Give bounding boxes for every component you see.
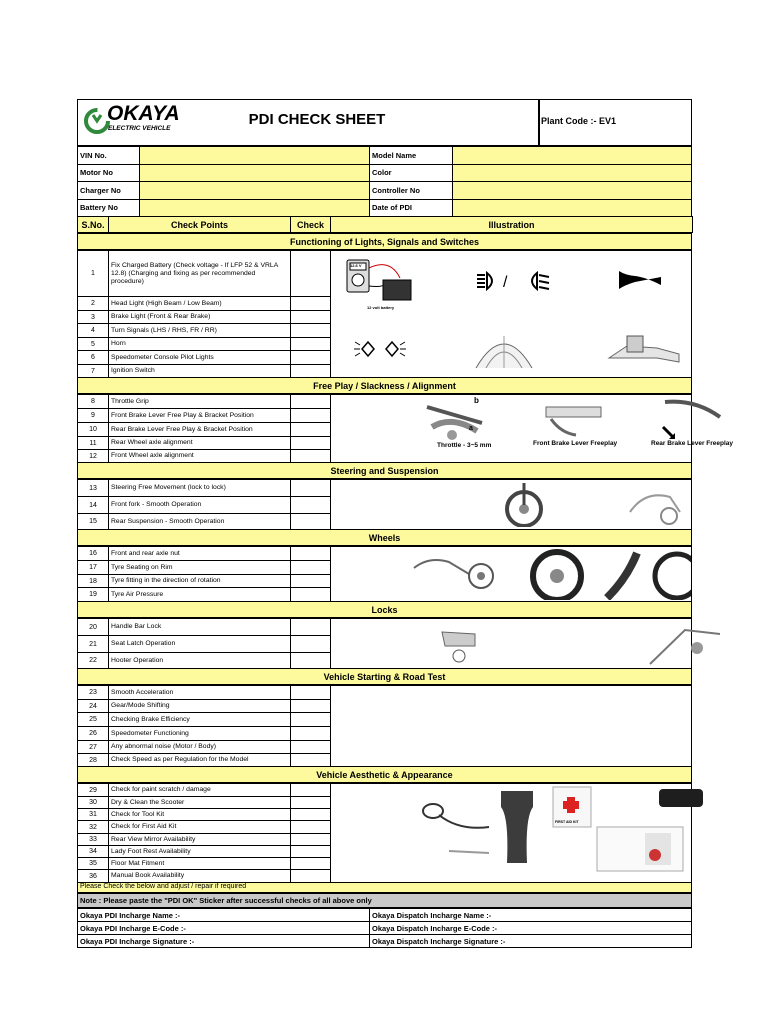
check-point: Check for Tool Kit bbox=[108, 808, 291, 821]
item-number: 35 bbox=[77, 857, 109, 870]
item-number: 31 bbox=[77, 808, 109, 821]
check-point: Tyre Seating on Rim bbox=[108, 560, 291, 575]
item-number: 27 bbox=[77, 740, 109, 754]
section-header: Free Play / Slackness / Alignment bbox=[77, 377, 692, 394]
logo-text: OKAYA bbox=[107, 102, 180, 124]
pdi-incharge-field[interactable]: Okaya PDI Incharge E-Code :- bbox=[77, 921, 370, 935]
item-number: 5 bbox=[77, 337, 109, 351]
column-header: S.No. bbox=[77, 216, 109, 233]
info-input[interactable] bbox=[452, 146, 692, 165]
check-cell[interactable] bbox=[290, 618, 331, 636]
check-point: Manual Book Availability bbox=[108, 869, 291, 883]
rear-suspension-illustration bbox=[625, 482, 685, 531]
check-point: Check for First Aid Kit bbox=[108, 820, 291, 834]
item-number: 15 bbox=[77, 513, 109, 530]
check-cell[interactable] bbox=[290, 546, 331, 561]
check-cell[interactable] bbox=[290, 479, 331, 497]
column-header: Check Points bbox=[108, 216, 291, 233]
check-point: Tyre fitting in the direction of rotation bbox=[108, 574, 291, 588]
item-number: 25 bbox=[77, 712, 109, 727]
check-point: Handle Bar Lock bbox=[108, 618, 291, 636]
adjust-note: Please Check the below and adjust / repair if required bbox=[77, 882, 692, 893]
check-cell[interactable] bbox=[290, 783, 331, 797]
check-point: Check Speed as per Regulation for the Model bbox=[108, 753, 291, 767]
info-label: Model Name bbox=[369, 146, 453, 165]
front-wheel-illustration bbox=[499, 481, 549, 532]
manual-book-illustration bbox=[595, 825, 687, 878]
check-point: Speedometer Functioning bbox=[108, 726, 291, 741]
check-point: Turn Signals (LHS / RHS, FR / RR) bbox=[108, 323, 291, 338]
check-point: Rear Brake Lever Free Play & Bracket Position bbox=[108, 422, 291, 437]
pdi-incharge-field[interactable]: Okaya PDI Incharge Signature :- bbox=[77, 934, 370, 948]
check-point: Seat Latch Operation bbox=[108, 635, 291, 653]
label-b: b bbox=[474, 396, 479, 405]
tyre-direction-illustration bbox=[597, 548, 647, 605]
info-label: Controller No bbox=[369, 181, 453, 200]
item-number: 17 bbox=[77, 560, 109, 575]
page-title: PDI CHECK SHEET bbox=[248, 111, 386, 128]
svg-text:/: / bbox=[503, 274, 508, 291]
check-point: Checking Brake Efficiency bbox=[108, 712, 291, 727]
info-input[interactable] bbox=[139, 146, 370, 165]
check-cell[interactable] bbox=[290, 753, 331, 767]
ignition-switch-illustration bbox=[607, 328, 682, 373]
illustration-area bbox=[330, 685, 692, 767]
column-header: Illustration bbox=[330, 216, 693, 233]
check-point: Throttle Grip bbox=[108, 394, 291, 409]
item-number: 1 bbox=[77, 250, 109, 297]
check-cell[interactable] bbox=[290, 337, 331, 351]
front-brake-caption: Front Brake Lever Freeplay bbox=[533, 440, 618, 447]
check-cell[interactable] bbox=[290, 652, 331, 669]
dispatch-incharge-field[interactable]: Okaya Dispatch Incharge E-Code :- bbox=[369, 921, 692, 935]
item-number: 21 bbox=[77, 635, 109, 653]
info-input[interactable] bbox=[452, 181, 692, 200]
dispatch-incharge-field[interactable]: Okaya Dispatch Incharge Signature :- bbox=[369, 934, 692, 948]
column-header: Check bbox=[290, 216, 331, 233]
check-cell[interactable] bbox=[290, 513, 331, 530]
info-label: Motor No bbox=[77, 164, 140, 183]
check-point: Brake Light (Front & Rear Brake) bbox=[108, 310, 291, 324]
logo-subtitle: ELECTRIC VEHICLE bbox=[108, 125, 171, 132]
item-number: 13 bbox=[77, 479, 109, 497]
check-point: Fix Charged Battery (Check voltage - If LFP 52 & VRLA 12.8) (Charging and fixing as per recommended procedure) bbox=[108, 250, 291, 297]
plant-code: Plant Code :- EV1 bbox=[541, 116, 617, 126]
item-number: 6 bbox=[77, 350, 109, 365]
info-label: Date of PDI bbox=[369, 199, 453, 218]
handle-lock-illustration bbox=[437, 624, 481, 669]
check-point: Smooth Acceleration bbox=[108, 685, 291, 700]
check-cell[interactable] bbox=[290, 740, 331, 754]
check-cell[interactable] bbox=[290, 496, 331, 514]
headlamp-beam-icon bbox=[475, 270, 555, 297]
throttle-caption: Throttle - 3~5 mm bbox=[437, 442, 492, 449]
section-header: Locks bbox=[77, 601, 692, 618]
check-cell[interactable] bbox=[290, 712, 331, 727]
illustration-area bbox=[330, 394, 692, 463]
item-number: 26 bbox=[77, 726, 109, 741]
check-point: Gear/Mode Shifting bbox=[108, 699, 291, 713]
item-number: 19 bbox=[77, 587, 109, 602]
item-number: 2 bbox=[77, 296, 109, 311]
check-cell[interactable] bbox=[290, 350, 331, 365]
item-number: 29 bbox=[77, 783, 109, 797]
item-number: 12 bbox=[77, 449, 109, 463]
label-a: a bbox=[469, 425, 473, 432]
info-input[interactable] bbox=[139, 164, 370, 183]
check-cell[interactable] bbox=[290, 587, 331, 602]
check-cell[interactable] bbox=[290, 685, 331, 700]
first-aid-caption: FIRST AID KIT bbox=[555, 820, 579, 824]
pdi-check-sheet bbox=[77, 99, 734, 950]
check-cell[interactable] bbox=[290, 250, 331, 297]
axle-nut-hand-illustration bbox=[409, 548, 509, 605]
info-label: Battery No bbox=[77, 199, 140, 218]
check-point: Front and rear axle nut bbox=[108, 546, 291, 561]
check-point: Front Brake Lever Free Play & Bracket Position bbox=[108, 408, 291, 423]
check-point: Any abnormal noise (Motor / Body) bbox=[108, 740, 291, 754]
check-cell[interactable] bbox=[290, 574, 331, 588]
section-header: Functioning of Lights, Signals and Switches bbox=[77, 233, 692, 250]
floor-mat-illustration bbox=[497, 787, 537, 872]
dispatch-incharge-field[interactable]: Okaya Dispatch Incharge Name :- bbox=[369, 908, 692, 922]
info-input[interactable] bbox=[139, 181, 370, 200]
rear-brake-caption: Rear Brake Lever Freeplay bbox=[651, 440, 734, 447]
check-point: Head Light (High Beam / Low Beam) bbox=[108, 296, 291, 311]
item-number: 11 bbox=[77, 436, 109, 450]
check-cell[interactable] bbox=[290, 296, 331, 311]
item-number: 36 bbox=[77, 869, 109, 883]
check-cell[interactable] bbox=[290, 869, 331, 883]
front-brake-lever-illustration bbox=[541, 397, 606, 442]
tool-kit-illustration bbox=[657, 785, 727, 818]
section-header: Wheels bbox=[77, 529, 692, 546]
check-point: Floor Mat Fitment bbox=[108, 857, 291, 870]
horn-icon bbox=[615, 267, 667, 298]
check-point: Front Wheel axle alignment bbox=[108, 449, 291, 463]
check-cell[interactable] bbox=[290, 726, 331, 741]
check-point: Front fork - Smooth Operation bbox=[108, 496, 291, 514]
item-number: 4 bbox=[77, 323, 109, 338]
check-point: Speedometer Console Pilot Lights bbox=[108, 350, 291, 365]
check-point: Check for paint scratch / damage bbox=[108, 783, 291, 797]
check-point: Steering Free Movement (lock to lock) bbox=[108, 479, 291, 497]
check-cell[interactable] bbox=[290, 635, 331, 653]
check-point: Dry & Clean the Scooter bbox=[108, 796, 291, 809]
item-number: 14 bbox=[77, 496, 109, 514]
paste-note: Note : Please paste the "PDI OK" Sticker after successful checks of all above only bbox=[77, 893, 692, 908]
info-input[interactable] bbox=[452, 164, 692, 183]
check-point: Ignition Switch bbox=[108, 364, 291, 378]
info-input[interactable] bbox=[139, 199, 370, 218]
check-point: Rear Suspension - Smooth Operation bbox=[108, 513, 291, 530]
check-point: Horn bbox=[108, 337, 291, 351]
speedometer-console-illustration bbox=[472, 330, 536, 375]
check-point: Rear Wheel axle alignment bbox=[108, 436, 291, 450]
item-number: 30 bbox=[77, 796, 109, 809]
turn-signal-icon bbox=[352, 336, 408, 367]
check-cell[interactable] bbox=[290, 820, 331, 834]
item-number: 18 bbox=[77, 574, 109, 588]
item-number: 23 bbox=[77, 685, 109, 700]
first-aid-kit-illustration bbox=[551, 785, 593, 834]
check-cell[interactable] bbox=[290, 364, 331, 378]
check-point: Hooter Operation bbox=[108, 652, 291, 669]
check-point: Lady Foot Rest Availability bbox=[108, 845, 291, 858]
item-number: 24 bbox=[77, 699, 109, 713]
tyre-seating-illustration bbox=[517, 548, 595, 605]
section-header: Steering and Suspension bbox=[77, 462, 692, 479]
seat-latch-illustration bbox=[645, 624, 725, 673]
item-number: 8 bbox=[77, 394, 109, 409]
item-number: 32 bbox=[77, 820, 109, 834]
info-label: VIN No. bbox=[77, 146, 140, 165]
section-header: Vehicle Starting & Road Test bbox=[77, 668, 692, 685]
item-number: 33 bbox=[77, 833, 109, 846]
item-number: 28 bbox=[77, 753, 109, 767]
item-number: 34 bbox=[77, 845, 109, 858]
check-cell[interactable] bbox=[290, 436, 331, 450]
section-header: Vehicle Aesthetic & Appearance bbox=[77, 766, 692, 783]
item-number: 16 bbox=[77, 546, 109, 561]
check-point: Rear View Mirror Availability bbox=[108, 833, 291, 846]
item-number: 9 bbox=[77, 408, 109, 423]
check-cell[interactable] bbox=[290, 560, 331, 575]
illustration-area bbox=[330, 618, 692, 669]
item-number: 7 bbox=[77, 364, 109, 378]
throttle-freeplay-illustration bbox=[422, 397, 492, 448]
item-number: 22 bbox=[77, 652, 109, 669]
check-cell[interactable] bbox=[290, 699, 331, 713]
rear-view-mirror-illustration bbox=[419, 791, 495, 866]
check-cell[interactable] bbox=[290, 449, 331, 463]
battery-caption: 12 volt battery bbox=[367, 305, 395, 310]
item-number: 20 bbox=[77, 618, 109, 636]
pdi-incharge-field[interactable]: Okaya PDI Incharge Name :- bbox=[77, 908, 370, 922]
info-label: Charger No bbox=[77, 181, 140, 200]
check-cell[interactable] bbox=[290, 323, 331, 338]
check-cell[interactable] bbox=[290, 310, 331, 324]
check-point: Tyre Air Pressure bbox=[108, 587, 291, 602]
info-input[interactable] bbox=[452, 199, 692, 218]
item-number: 10 bbox=[77, 422, 109, 437]
check-cell[interactable] bbox=[290, 422, 331, 437]
check-cell[interactable] bbox=[290, 394, 331, 409]
item-number: 3 bbox=[77, 310, 109, 324]
tyre-pressure-illustration bbox=[647, 548, 691, 605]
check-cell[interactable] bbox=[290, 408, 331, 423]
info-label: Color bbox=[369, 164, 453, 183]
multimeter-reading: 12.6 V bbox=[350, 263, 362, 268]
